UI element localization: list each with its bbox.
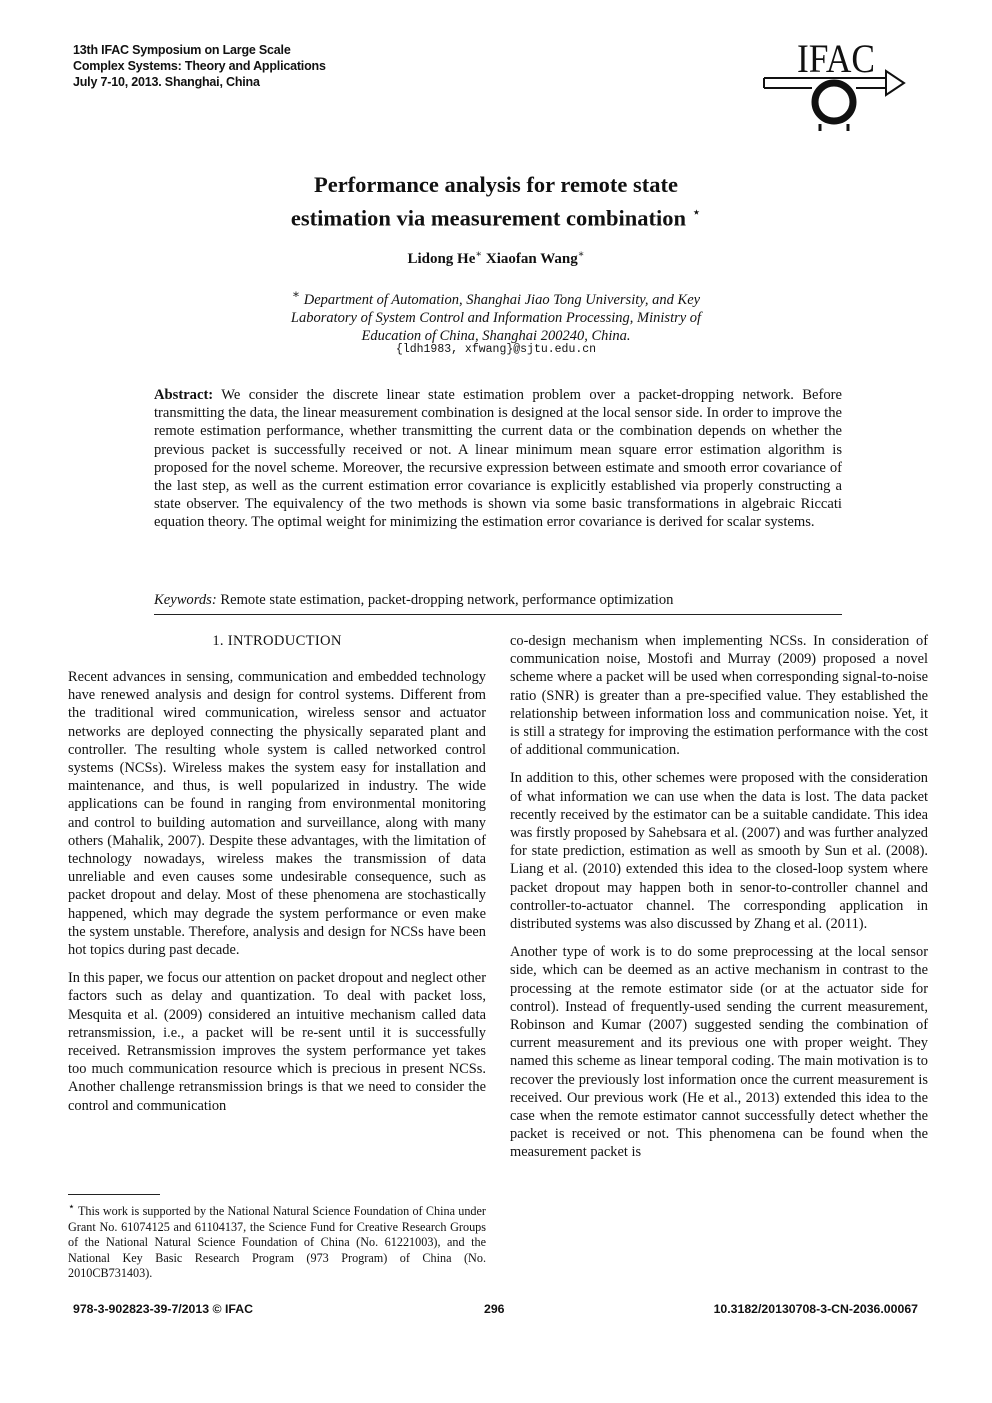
- title-line-1: Performance analysis for remote state: [313, 172, 679, 197]
- affiliation-line-2: Laboratory of System Control and Information Processing, Ministry of: [290, 309, 702, 326]
- title-line-2: estimation via measurement combination: [290, 205, 687, 231]
- conference-line-2: Complex Systems: Theory and Applications: [73, 59, 326, 73]
- abstract-label: Abstract:: [154, 387, 214, 403]
- affiliation-line-1: Department of Automation, Shanghai Jiao Tong University, and Key: [303, 291, 701, 308]
- author-name: Xiaofan Wang: [485, 251, 578, 267]
- author-mark: ∗: [475, 249, 483, 260]
- paragraph: In this paper, we focus our attention on packet dropout and neglect other factors such as delay and quantization. To deal with packet loss, Mesquita et al. (2009) considered an intuitive mechanism called data retransmission, i.e., a packet will be re-sent until it is successfully received. Retransmission improves the system performance yet takes too much communication resource which is precious in present NCSs. Another challenge retransmission brings is that we need to consider the control and communication: [68, 970, 486, 1114]
- footnote-text: This work is supported by the National Natural Science Foundation of China under Grant No. 61074125 and 61104137, the Science Fund for Creative Research Groups of the National Natural Science Foundation of China (No. 61221003), and the National Key Basic Research Program (973 Program) of China (No. 2010CB731403).: [68, 1204, 486, 1281]
- paragraph: In addition to this, other schemes were proposed with the consideration of what information we can use when the data is lost. The data packet recently received by the estimator can be a suitable candidate. This idea was firstly proposed by Sahebsara et al. (2007) and was further analyzed for state prediction, estimation as well as smooth by Sun et al. (2008). Liang et al. (2010) extended this idea to the closed-loop system where packet dropout may happen both in senor-to-controller channel and controller-to-actuator channel. The corresponding application in distributed systems was also discussed by Zhang et al. (2011).: [510, 770, 928, 933]
- footnote-divider: [68, 1194, 160, 1195]
- conference-line-3: July 7-10, 2013. Shanghai, China: [73, 75, 260, 89]
- affiliation-line-3: Education of China, Shanghai 200240, China.: [361, 327, 631, 344]
- ifac-logo: [758, 38, 908, 133]
- abstract-text: We consider the discrete linear state estimation problem over a packet-dropping network. Before transmitting the data, the linear measurement combination is designed at the local sensor side. In order to improve the remote estimation performance, whether transmitting the current data or the combination depends on whether the previous packet is successfully received or not. A linear minimum mean square error estimation algorithm is proposed for the novel scheme. Moreover, the recursive expression between estimate and smooth error covariance of the last step, as well as the current estimation error covariance is explicitly established via properly constructing a state observer. The equivalency of the two methods is shown via some basic transformations in algebraic Riccati equation theory. The optimal weight for minimizing the estimation error covariance is derived for scalar systems.: [154, 387, 843, 531]
- footnote-mark: ⋆: [68, 1201, 75, 1213]
- page-footer: [0, 1302, 992, 1318]
- abstract: [154, 386, 842, 532]
- left-column: [68, 668, 486, 1125]
- keywords-text: Remote state estimation, packet-dropping network, performance optimization: [220, 592, 674, 608]
- affiliation-mark: ∗: [291, 287, 301, 301]
- conference-header: [73, 42, 493, 90]
- author-name: Lidong He: [407, 251, 476, 267]
- abstract-divider: [154, 614, 842, 615]
- keywords: [154, 591, 842, 609]
- ifac-logo-text: IFAC: [797, 38, 875, 81]
- footnote: [68, 1200, 486, 1282]
- title-footnote-mark: ⋆: [691, 205, 702, 221]
- section-heading: 1. INTRODUCTION: [212, 633, 342, 649]
- keywords-label: Keywords:: [154, 592, 217, 608]
- author-mark: ∗: [577, 249, 585, 260]
- right-column: [510, 632, 928, 1172]
- conference-line-1: 13th IFAC Symposium on Large Scale: [73, 43, 291, 57]
- footer-doi: 10.3182/20130708-3-CN-2036.00067: [713, 1302, 918, 1316]
- author-email: {ldh1983, xfwang}@sjtu.edu.cn: [395, 343, 597, 356]
- author-list: [180, 246, 812, 268]
- affiliation: [180, 285, 812, 345]
- footer-isbn: 978-3-902823-39-7/2013 © IFAC: [73, 1302, 253, 1316]
- paragraph: Recent advances in sensing, communication and embedded technology have renewed analysis and design for control systems. Different from the traditional wired communication, wireless sensor and actuator networks are deployed connecting the physically separated plant and controller. The resulting whole system is called networked control systems (NCSs). Wireless makes the system easy for installation and maintenance, and thus, is well popularized in industry. The wide applications can be found in ranging from environmental monitoring and control to building automation and surveillance, along with many others (Mahalik, 2007). Despite these advantages, with the limitation of technology nowadays, wireless makes the transmission of data unreliable and even causes some undesirable consequence, such as packet dropout and delay. Most of these phenomena are stochastically happened, which may degrade the system performance or even make the system unstable. Therefore, analysis and design for NCSs have been hot topics during past decade.: [68, 669, 486, 959]
- paragraph: Another type of work is to do some preprocessing at the local sensor side, which can be deemed as an active mechanism in contrast to the processing at the remote estimator side (or at the actuator side for control). Instead of frequently-used sending the current measurement, Robinson and Kumar (2007) suggested sending the combination of current measurement and its previous one with proper weight. They named this scheme as linear temporal coding. The main motivation is to recover the previously lost information once the current measurement is received. Our previous work (He et al., 2013) extended this idea to the case when the remote estimator cannot successfully detect whether the packet is received or not. This phenomena can be found when the measurement packet is: [510, 944, 928, 1161]
- paragraph: co-design mechanism when implementing NCSs. In consideration of communication noise, Mostofi and Murray (2009) proposed a novel scheme where a packet will be used when corresponding signal-to-noise ratio (SNR) is greater than a pre-specified value. They established the relationship between information loss and communication noise. Yet, it is still a strategy for improving the estimation performance with the cost of additional communication.: [510, 633, 928, 759]
- paper-title: [180, 170, 812, 233]
- footer-page-number: 296: [484, 1302, 505, 1316]
